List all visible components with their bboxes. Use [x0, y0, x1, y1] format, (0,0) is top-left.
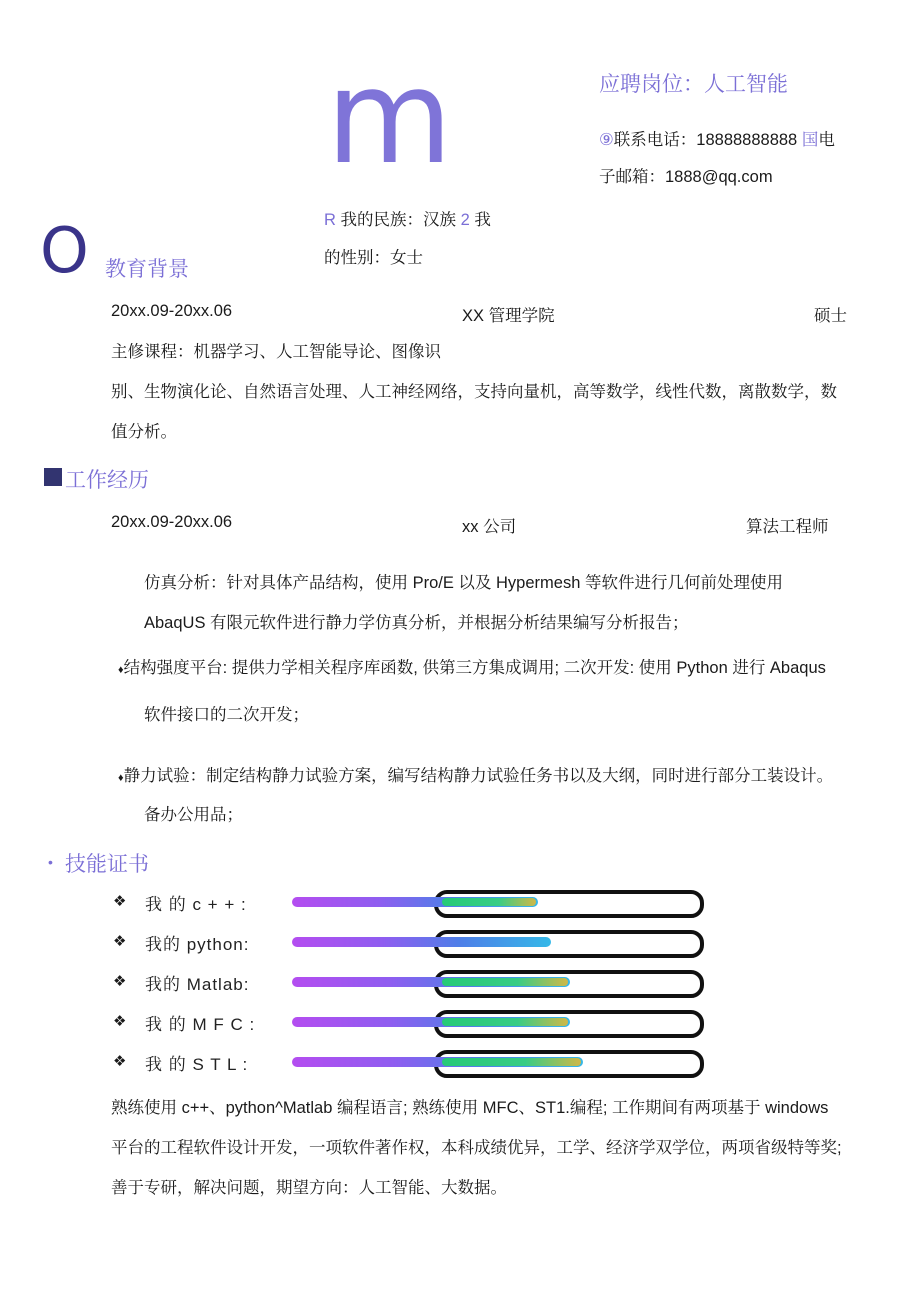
work-item1-line2: AbaqUS 有限元软件进行静力学仿真分析，并根据分析结果编写分析报告；: [144, 614, 689, 632]
skill-level-bar: [290, 890, 700, 914]
work-item2-text: 结构强度平台: 提供力学相关程序库函数, 供第三方集成调用; 二次开发: 使用 Python 进行 Abaqus: [123, 659, 826, 677]
skill-level-bar: [290, 930, 700, 954]
phone-text: 联系电话：18888888888: [613, 131, 798, 149]
skill-bar-highlight: [442, 1058, 581, 1066]
work-item2-line1: [118, 654, 826, 678]
work-heading: 工作经历: [65, 469, 149, 492]
work-item1-line1: 仿真分析：针对具体产品结构，使用 Pro/E 以及 Hypermesh 等软件进行几何前处理使用: [144, 574, 783, 592]
skill-bar-highlight: [442, 898, 536, 906]
skill-label: 我的 python:: [145, 935, 250, 954]
skills-summary-line3: 善于专研，解决问题，期望方向：人工智能、大数据。: [111, 1179, 507, 1197]
skill-level-bar: [290, 1050, 700, 1074]
work-item3-text: 静力试验：制定结构静力试验方案，编写结构静力试验任务书以及大纲，同时进行部分工装设计。: [123, 767, 834, 785]
education-heading: 教育背景: [105, 258, 189, 281]
work-item3-line1: [118, 762, 833, 786]
email-text-part1: 电: [818, 131, 835, 149]
education-section-icon: O: [40, 214, 89, 287]
ethnicity-text: 我的民族：汉族: [340, 211, 457, 229]
skill-label: 我 的 M F C :: [145, 1015, 256, 1034]
phone-icon: ⑨: [599, 131, 614, 149]
contact-phone: [599, 126, 835, 150]
education-courses-line1: 主修课程：机器学习、人工智能导论、图像识: [111, 343, 441, 361]
education-courses-line3: 值分析。: [111, 423, 177, 441]
skill-label: 我 的 S T L :: [145, 1055, 249, 1074]
skill-level-bar: [290, 1010, 700, 1034]
work-period: 20xx.09-20xx.06: [111, 513, 233, 531]
gender-line: 的性别：女士: [324, 249, 423, 267]
gender-icon: 2: [460, 211, 470, 229]
education-period: 20xx.09-20xx.06: [111, 302, 233, 320]
work-item3-line2: 备办公用品；: [144, 806, 243, 824]
education-school: XX 管理学院: [462, 307, 555, 325]
work-role: 算法工程师: [746, 518, 829, 536]
ethnicity-line: [324, 206, 491, 230]
contact-email: 子邮箱：1888@qq.com: [599, 168, 773, 186]
bullet-diamond-icon: ♦: [118, 772, 124, 784]
bullet-diamond-icon: ♦: [118, 664, 124, 676]
email-icon: 国: [801, 131, 819, 149]
skill-marker-icon: ❖: [113, 973, 127, 990]
skill-label: 我 的 c + + :: [145, 895, 247, 914]
gender-text-part1: 我: [474, 211, 491, 229]
skill-marker-icon: ❖: [113, 1013, 127, 1030]
skills-summary-line2: 平台的工程软件设计开发，一项软件著作权，本科成绩优异，工学、经济学双学位，两项省级特等奖;: [111, 1139, 842, 1157]
skills-heading: 技能证书: [65, 853, 149, 876]
skill-label: 我的 Matlab:: [145, 975, 250, 994]
work-item2-line2: 软件接口的二次开发；: [144, 706, 309, 724]
education-courses-line2: 别、生物演化论、自然语言处理、人工神经网络，支持向量机，高等数学，线性代数，离散数学，数: [111, 383, 837, 401]
work-section-icon: [44, 468, 62, 486]
skills-bullet-icon: •: [48, 854, 53, 870]
skill-marker-icon: ❖: [113, 893, 127, 910]
profile-initial: m: [326, 41, 451, 193]
skill-bar-highlight: [442, 1018, 568, 1026]
skill-level-bar: [290, 970, 700, 994]
work-company: xx 公司: [462, 518, 517, 536]
skill-bar-fill: [292, 937, 551, 947]
job-title: 应聘岗位：人工智能: [599, 73, 788, 96]
education-degree: 硕士: [814, 307, 847, 325]
skill-marker-icon: ❖: [113, 933, 127, 950]
skill-bar-highlight: [442, 978, 568, 986]
skills-summary-line1: 熟练使用 c++、python^Matlab 编程语言; 熟练使用 MFC、ST1.编程; 工作期间有两项基于 windows: [111, 1099, 829, 1117]
ethnicity-icon: R: [324, 211, 336, 229]
skill-marker-icon: ❖: [113, 1053, 127, 1070]
